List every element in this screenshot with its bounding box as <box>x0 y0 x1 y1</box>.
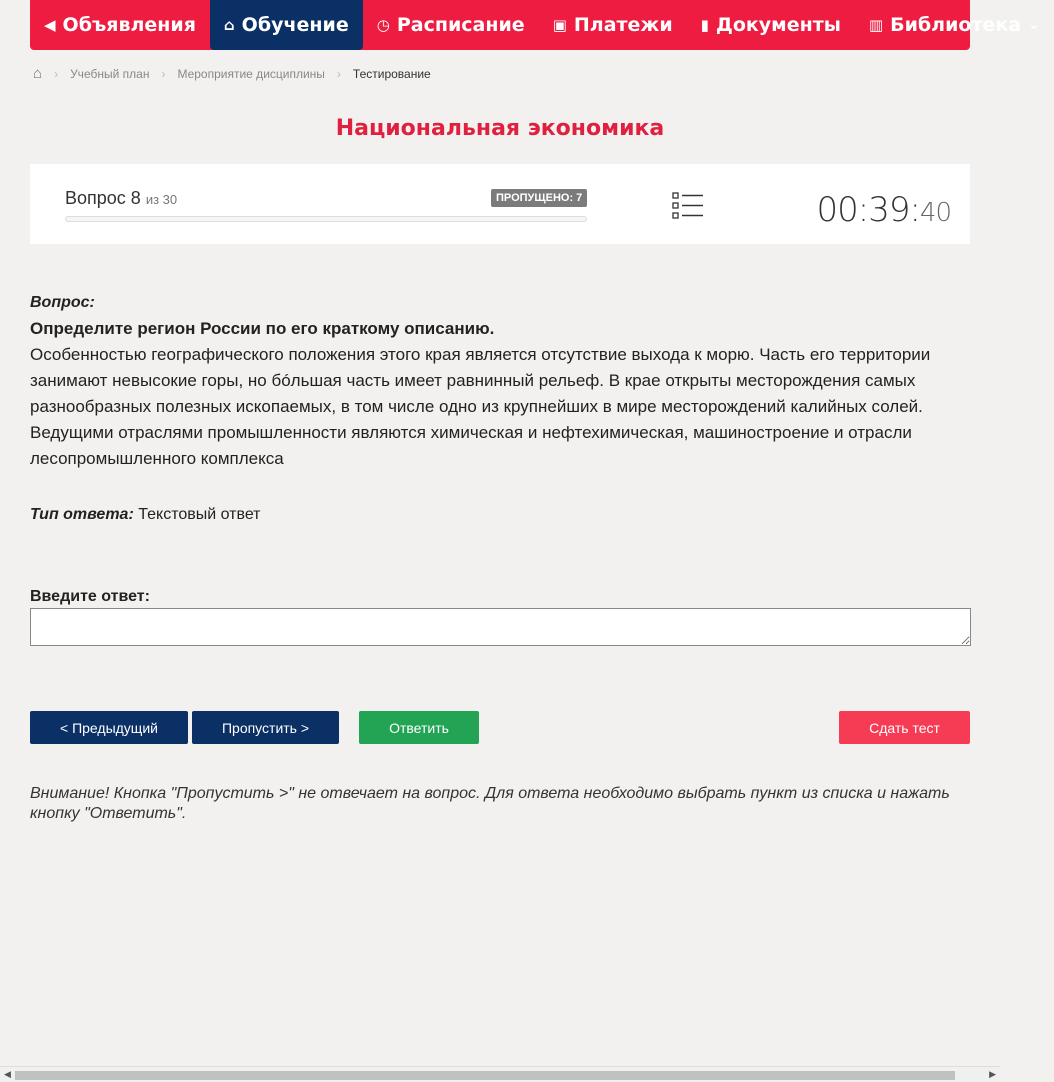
horizontal-scrollbar[interactable] <box>0 1066 1000 1082</box>
test-progress-panel <box>30 164 970 244</box>
finish-test-button[interactable]: Сдать тест <box>839 711 970 744</box>
question-list-icon[interactable] <box>672 192 704 220</box>
page-title: Национальная экономика <box>335 116 665 141</box>
question-counter: Вопрос 8 из 30 <box>65 188 178 208</box>
answer-type: Тип ответа: Текстовый ответ <box>30 506 261 523</box>
question-text: Особенностью географического положения этого края является отсутствие выхода к морю. Часть его территории занимают невысокие горы, но бóльшая часть имеет равнинный рельеф. В крае открыты месторождения самых разнообразных полезных ископаемых, в том числе одно из крупнейших в мире месторождений калийных солей. Ведущими отраслями промышленности являются химическая и нефтехимическая, машиностроение и отрасли лесопромышленного комплекса <box>30 345 931 468</box>
money-icon: ▣ <box>552 16 567 34</box>
nav-announcements[interactable]: ◀ Объявления <box>44 14 196 36</box>
timer: 00:39:40 <box>816 190 951 230</box>
answer-label: Введите ответ: <box>30 588 150 605</box>
scrollbar-thumb[interactable] <box>15 1071 955 1080</box>
home-icon[interactable]: ⌂ <box>33 65 43 82</box>
chevron-right-icon: › <box>336 66 341 81</box>
nav-schedule[interactable]: ◷ Расписание <box>376 14 525 36</box>
megaphone-icon: ◀ <box>44 16 56 34</box>
clock-icon: ◷ <box>376 16 390 34</box>
nav-library[interactable]: ▥ Библиотека ⌄ <box>868 14 1040 36</box>
answer-button[interactable]: Ответить <box>359 711 479 744</box>
scroll-right-icon[interactable]: ▶ <box>989 1069 996 1079</box>
book-icon: ▥ <box>868 16 884 34</box>
answer-input[interactable] <box>30 608 971 646</box>
skip-button[interactable]: Пропустить > <box>192 711 339 744</box>
scroll-left-icon[interactable]: ◀ <box>4 1069 11 1079</box>
chevron-right-icon: › <box>54 66 59 81</box>
nav-documents[interactable]: ▮ Документы <box>700 14 841 36</box>
breadcrumb-discipline-event[interactable]: Мероприятие дисциплины <box>177 66 325 81</box>
chevron-right-icon: › <box>161 66 166 81</box>
progress-bar <box>65 216 587 222</box>
document-icon: ▮ <box>700 16 709 34</box>
breadcrumb-current: Тестирование <box>352 66 431 81</box>
breadcrumb <box>33 65 431 82</box>
main-nav <box>30 0 1040 50</box>
chevron-down-icon: ⌄ <box>1028 17 1040 33</box>
graduation-cap-icon: ⌂ <box>223 16 235 34</box>
breadcrumb-study-plan[interactable]: Учебный план <box>70 66 150 81</box>
nav-education[interactable]: ⌂ Обучение <box>210 0 363 50</box>
question-heading: Определите регион России по его краткому описанию. <box>30 319 495 338</box>
warning-note: Внимание! Кнопка "Пропустить >" не отвечает на вопрос. Для ответа необходимо выбрать пункт из списка и нажать кнопку "Ответить". <box>30 785 950 822</box>
previous-button[interactable]: < Предыдущий <box>30 711 188 744</box>
question-block <box>30 290 965 472</box>
question-label: Вопрос: <box>30 294 95 311</box>
skipped-badge: ПРОПУЩЕНО: 7 <box>491 189 587 207</box>
nav-payments[interactable]: ▣ Платежи <box>552 14 673 36</box>
